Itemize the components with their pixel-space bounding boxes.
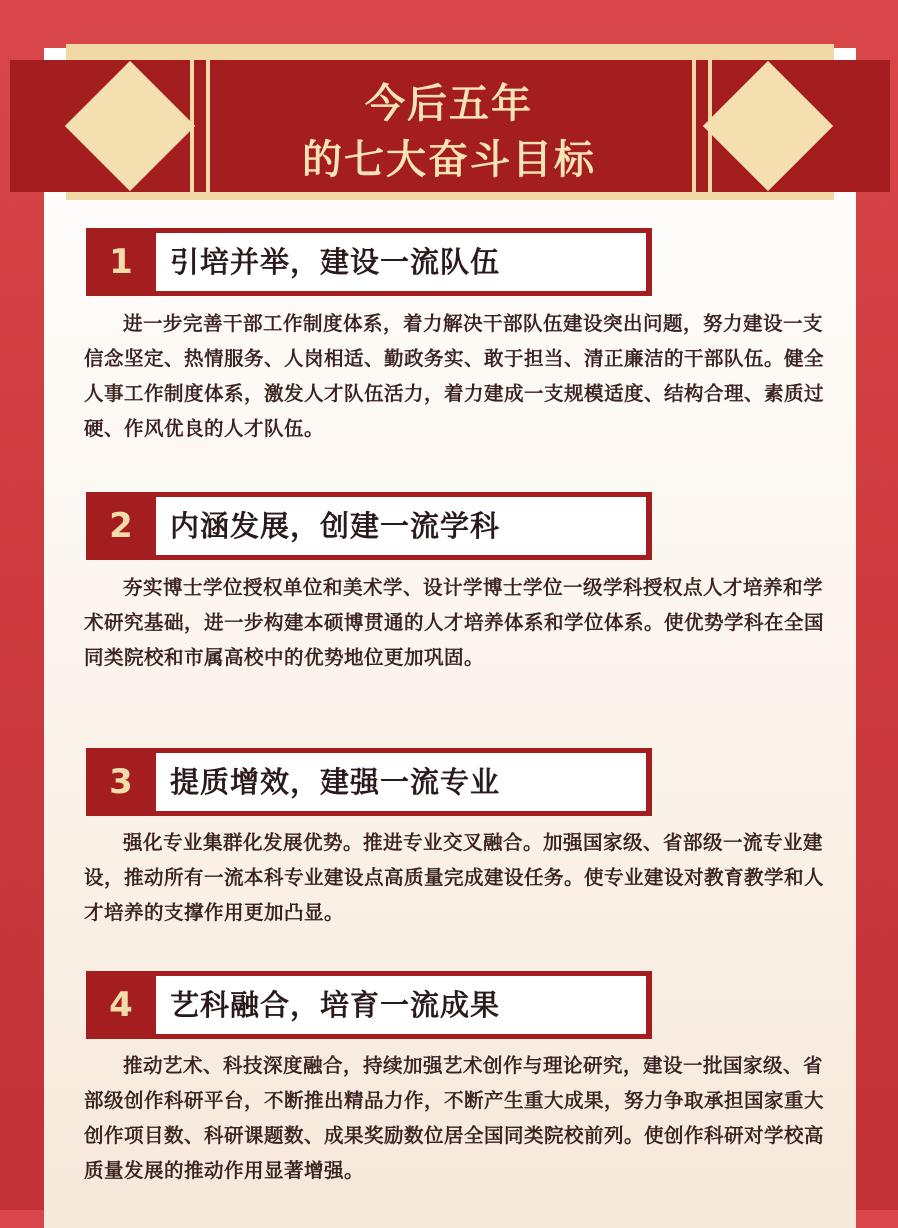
section-1-number: 1 bbox=[109, 242, 133, 282]
section-3-body: 强化专业集群化发展优势。推进专业交叉融合。加强国家级、省部级一流专业建设，推动所有一流本科专业建设点高质量完成建设任务。使专业建设对教育教学和人才培养的支撑作用更加凸显。 bbox=[84, 831, 825, 924]
page-title-line1: 今后五年 bbox=[365, 81, 533, 127]
section-4-title: 艺科融合，培育一流成果 bbox=[156, 976, 646, 1034]
section-1-body: 进一步完善干部工作制度体系，着力解决干部队伍建设突出问题，努力建设一支信念坚定、热情服务、人岗相适、勤政务实、敢于担当、清正廉洁的干部队伍。健全人事工作制度体系，激发人才队伍活力，着力建成一支规模适度、结构合理、素质过硬、作风优良的人才队伍。 bbox=[84, 312, 825, 440]
section-1-title: 引培并举，建设一流队伍 bbox=[156, 233, 646, 291]
page-title-line2: 的七大奋斗目标 bbox=[302, 137, 596, 183]
section-3-number: 3 bbox=[109, 762, 133, 802]
section-2-number: 2 bbox=[109, 506, 133, 546]
section-4-number: 4 bbox=[109, 985, 133, 1025]
section-2-body: 夯实博士学位授权单位和美术学、设计学博士学位一级学科授权点人才培养和学术研究基础，进一步构建本硕博贯通的人才培养体系和学位体系。使优势学科在全国同类院校和市属高校中的优势地位更加巩固。 bbox=[84, 576, 825, 669]
section-3-title: 提质增效，建强一流专业 bbox=[156, 753, 646, 811]
section-2-title: 内涵发展，创建一流学科 bbox=[156, 497, 646, 555]
section-4-body: 推动艺术、科技深度融合，持续加强艺术创作与理论研究，建设一批国家级、省部级创作科研平台，不断推出精品力作，不断产生重大成果，努力争取承担国家重大创作项目数、科研课题数、成果奖励数位居全国同类院校前列。使创作科研对学校高质量发展的推动作用显著增强。 bbox=[84, 1054, 825, 1182]
